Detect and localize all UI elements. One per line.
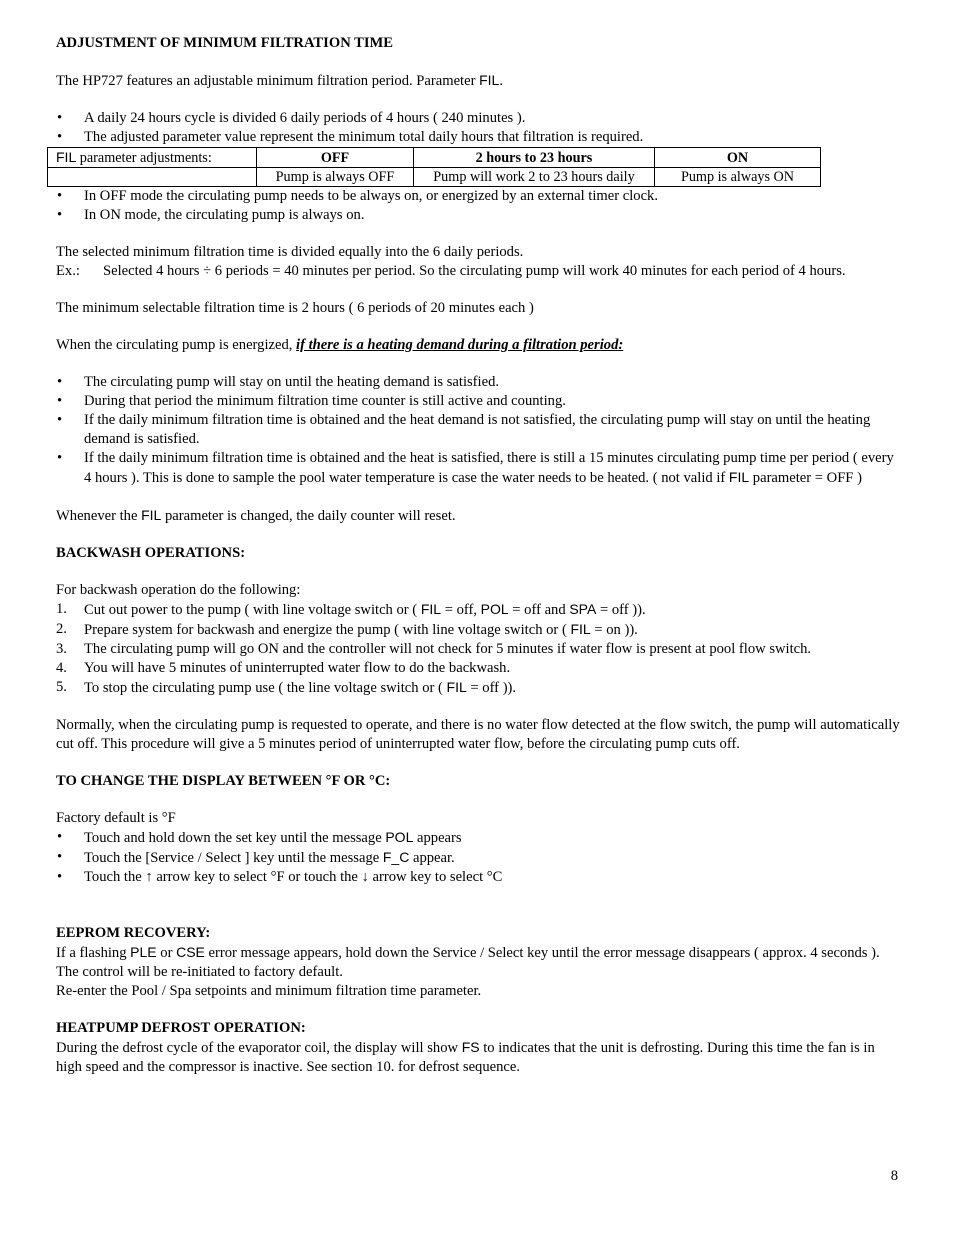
parameter-code: FIL [56, 149, 77, 165]
section-heading-filtration: ADJUSTMENT OF MINIMUM FILTRATION TIME [56, 35, 394, 51]
manual-page [56, 34, 902, 1077]
list-item: • In ON mode, the circulating pump is always on. [56, 206, 902, 225]
list-item [56, 620, 902, 640]
table-row [48, 148, 821, 168]
fil-parameter-table [47, 147, 821, 187]
reset-text [56, 506, 902, 526]
table-header-range: 2 hours to 23 hours [414, 148, 655, 168]
reset-suffix: parameter is changed, the daily counter will reset. [161, 508, 456, 524]
backwash-intro: For backwash operation do the following: [56, 582, 301, 598]
text-run: to indicates that the unit is defrosting. During this time the fan is in high speed and the compressor is inactive. See section 10. for defrost sequence. [56, 1040, 875, 1075]
reset-prefix: Whenever the [56, 508, 142, 524]
text-run: Touch the ↑ arrow key to select °F or touch the ↓ arrow key to select °C [84, 869, 503, 885]
table-cell: Pump is always ON [655, 168, 821, 187]
table-header-off: OFF [257, 148, 414, 168]
parameter-code: POL [480, 601, 509, 617]
intro-text: The HP727 features an adjustable minimum filtration period. Parameter [56, 73, 480, 89]
parameter-code: PLE [130, 944, 157, 960]
text-run: appear. [409, 850, 455, 866]
section-heading-eeprom: EEPROM RECOVERY: [56, 925, 211, 941]
step-number: 3. [56, 641, 67, 657]
list-item: • A daily 24 hours cycle is divided 6 daily periods of 4 hours ( 240 minutes ). [56, 109, 902, 128]
table-cell: Pump will work 2 to 23 hours daily [414, 168, 655, 187]
text-run: appears [413, 830, 462, 846]
step-number: 2. [56, 621, 67, 637]
parameter-code: FIL [570, 621, 591, 637]
filtration-intro [56, 71, 902, 91]
list-item [56, 449, 902, 488]
list-item: • In OFF mode the circulating pump needs to be always on, or energized by an external timer clock. [56, 187, 902, 206]
parameter-code: POL [385, 829, 414, 845]
text-run: If a flashing [56, 945, 131, 961]
list-item: • The adjusted parameter value represent the minimum total daily hours that filtration is required. [56, 128, 902, 147]
text-run: = on )). [590, 622, 638, 638]
text-run: = off and [508, 602, 570, 618]
text-run: error message appears, hold down the Service / Select key until the error message disappears ( approx. 4 seconds ). The control will be re-initiated to factory default. [56, 945, 880, 980]
step-number: 4. [56, 660, 67, 676]
parameter-code: FIL [446, 679, 467, 695]
list-item [56, 828, 902, 848]
eeprom-text [56, 943, 902, 982]
energized-emphasis: if there is a heating demand during a filtration period: [296, 337, 624, 353]
parameter-code: FIL [479, 72, 500, 88]
section-heading-backwash: BACKWASH OPERATIONS: [56, 545, 246, 561]
text-run: The circulating pump will go ON and the controller will not check for 5 minutes if water flow is present at pool flow switch. [84, 641, 812, 657]
list-item: • If the daily minimum filtration time is obtained and the heat demand is not satisfied, the circulating pump will stay on until the heating demand is satisfied. [56, 411, 902, 449]
parameter-code: FIL [420, 601, 442, 617]
parameter-code: SPA [569, 601, 597, 617]
list-item [56, 640, 902, 659]
step-number: 1. [56, 601, 67, 617]
parameter-code: F_C [382, 849, 410, 865]
demand-bullets [56, 373, 902, 488]
text-run: = off )). [466, 680, 517, 696]
text-run: Cut out power to the pump ( with line voltage switch or ( [84, 602, 421, 618]
parameter-code: FS [461, 1039, 480, 1055]
list-item: • During that period the minimum filtration time counter is still active and counting. [56, 392, 902, 411]
table-empty-cell [48, 168, 257, 187]
bullet-suffix: parameter = OFF ) [749, 470, 862, 486]
list-item [56, 659, 902, 678]
section-heading-display: TO CHANGE THE DISPLAY BETWEEN °F OR °C: [56, 773, 391, 789]
table-header-on: ON [655, 148, 821, 168]
step-number: 5. [56, 679, 67, 695]
section-heading-defrost: HEATPUMP DEFROST OPERATION: [56, 1020, 306, 1036]
list-item: • The circulating pump will stay on until the heating demand is satisfied. [56, 373, 902, 392]
list-item [56, 600, 902, 620]
list-item [56, 848, 902, 868]
display-bullets [56, 828, 902, 887]
text-run: = off, [441, 602, 481, 618]
table-row [48, 168, 821, 187]
defrost-text [56, 1038, 902, 1077]
table-cell: Pump is always OFF [257, 168, 414, 187]
text-run: During the defrost cycle of the evaporator coil, the display will show [56, 1040, 462, 1056]
filtration-bullets [56, 109, 902, 147]
text-run: Touch and hold down the set key until the message [84, 830, 386, 846]
example-label: Ex.: [56, 263, 80, 279]
list-item [56, 678, 902, 698]
mode-bullets [56, 187, 902, 225]
normally-text: Normally, when the circulating pump is requested to operate, and there is no water flow detected at the flow switch, the pump will automatically cut off. This procedure will give a 5 minutes period of uninterrupted water flow, before the circulating pump cuts off. [56, 717, 900, 752]
example-text: Selected 4 hours ÷ 6 periods = 40 minutes per period. So the circulating pump will work 40 minutes for each period of 4 hours. [103, 263, 846, 279]
text-run: Touch the [Service / Select ] key until the message [84, 850, 383, 866]
parameter-code: CSE [176, 944, 205, 960]
text-run: or [156, 945, 177, 961]
table-label: parameter adjustments: [76, 150, 212, 166]
divided-text: The selected minimum filtration time is divided equally into the 6 daily periods. [56, 244, 524, 260]
factory-default: Factory default is °F [56, 810, 176, 826]
energized-text [56, 336, 902, 355]
table-label-cell [48, 148, 257, 168]
list-item [56, 868, 902, 887]
text-run: = off )). [596, 602, 646, 618]
text-run: You will have 5 minutes of uninterrupted water flow to do the backwash. [84, 660, 511, 676]
text-run: To stop the circulating pump use ( the line voltage switch or ( [84, 680, 447, 696]
energized-prefix: When the circulating pump is energized, [56, 337, 297, 353]
parameter-code: FIL [728, 469, 750, 485]
minimum-text: The minimum selectable filtration time is 2 hours ( 6 periods of 20 minutes each ) [56, 300, 534, 316]
intro-suffix: . [499, 73, 503, 89]
backwash-steps [56, 600, 902, 698]
parameter-code: FIL [141, 507, 162, 523]
bullet-text: If the daily minimum filtration time is obtained and the heat is satisfied, there is still a 15 minutes circulating pump time per period ( every 4 hours ). This is done to sample the pool water temperature is case the water needs to be heated. ( not valid if [84, 450, 894, 486]
page-number: 8 [890, 1168, 898, 1184]
text-run: Prepare system for backwash and energize the pump ( with line voltage switch or ( [84, 622, 571, 638]
eeprom-reenter: Re-enter the Pool / Spa setpoints and minimum filtration time parameter. [56, 983, 482, 999]
